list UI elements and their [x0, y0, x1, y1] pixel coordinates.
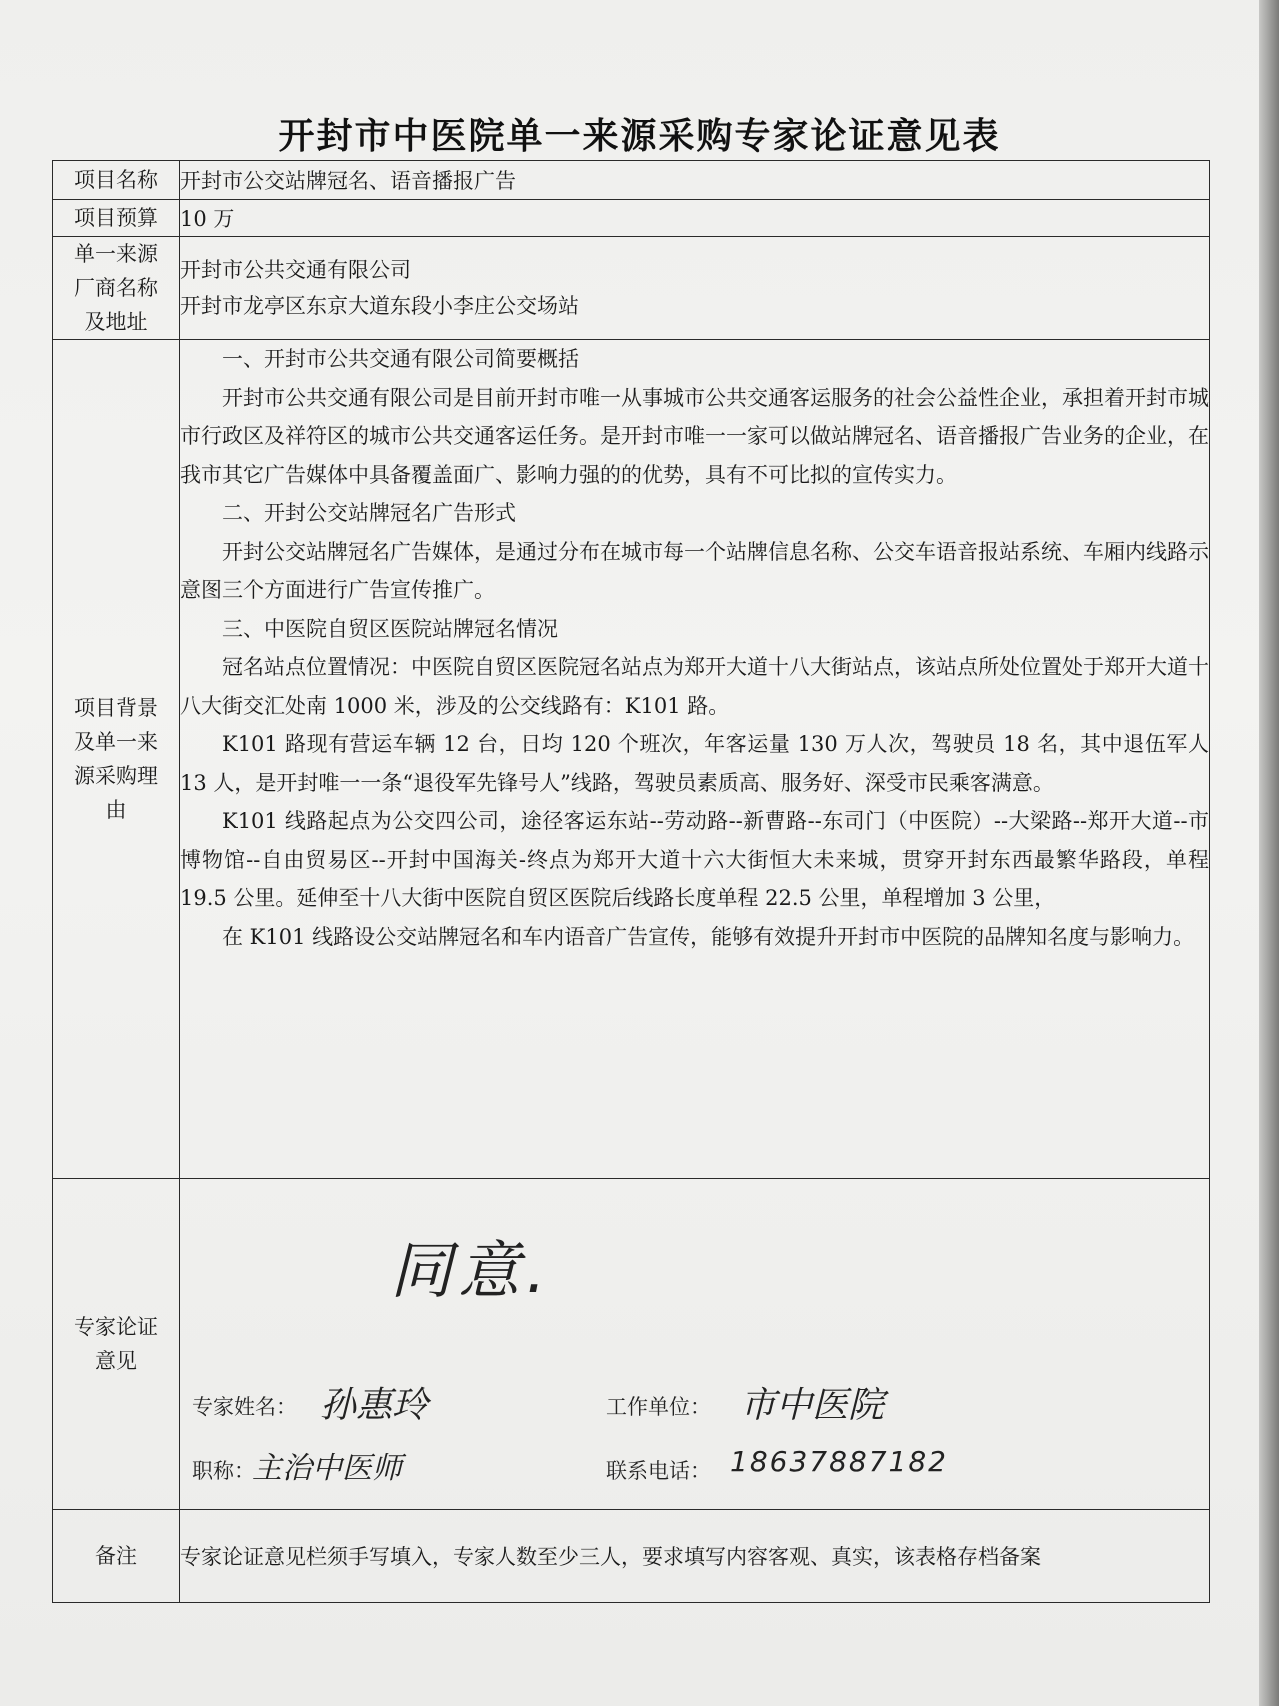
- expert-name-signature: 孙惠玲: [320, 1385, 429, 1426]
- background-label-line: 项目背景: [74, 696, 158, 720]
- project-name-value: 开封市公交站牌冠名、语音播报广告: [180, 161, 1210, 200]
- vendor-label-line: 厂商名称: [74, 276, 158, 300]
- title-handwritten: 主治中医师: [252, 1451, 402, 1486]
- opinion-label-line: 专家论证: [74, 1315, 158, 1339]
- opinion-row: [53, 1179, 1210, 1510]
- vendor-label-line: 及地址: [84, 310, 148, 334]
- vendor-address: 开封市龙亭区东京大道东段小李庄公交场站: [180, 294, 579, 318]
- paragraph: 在 K101 线路设公交站牌冠名和车内语音广告宣传，能够有效提升开封市中医院的品牌知名度与影响力。: [222, 924, 1195, 949]
- background-label: [53, 340, 180, 1179]
- section-heading: 二、开封公交站牌冠名广告形式: [222, 501, 516, 525]
- section-heading: 三、中医院自贸区医院站牌冠名情况: [222, 616, 558, 641]
- section-heading: 一、开封市公共交通有限公司简要概括: [222, 347, 579, 371]
- background-label-line: 由: [105, 798, 127, 822]
- vendor-row: [53, 237, 1210, 340]
- paragraph: 开封公交站牌冠名广告媒体，是通过分布在城市每一个站牌信息名称、公交车语音报站系统、车厢内线路示意图三个方面进行广告宣传推广。: [180, 539, 1209, 602]
- expert-name-label: 专家姓名：: [192, 1395, 297, 1419]
- work-unit-handwritten: 市中医院: [740, 1385, 885, 1426]
- opinion-cell: [180, 1179, 1210, 1510]
- work-unit-label: 工作单位：: [606, 1395, 711, 1419]
- opinion-label: [53, 1179, 180, 1510]
- project-name-row: [53, 161, 1210, 200]
- vendor-value: [180, 237, 1210, 340]
- page-title: 开封市中医院单一来源采购专家论证意见表: [278, 115, 1001, 157]
- project-budget-row: [53, 200, 1210, 237]
- background-label-line: 及单一来: [74, 730, 158, 754]
- project-budget-label: 项目预算: [53, 200, 180, 237]
- vendor-label: [53, 237, 180, 340]
- background-label-line: 源采购理: [74, 764, 158, 788]
- handwritten-opinion: 同意.: [390, 1234, 552, 1307]
- paragraph: 开封市公共交通有限公司是目前开封市唯一从事城市公共交通客运服务的社会公益性企业，承担着开封市城市行政区及祥符区的城市公共交通客运任务。是开封市唯一一家可以做站牌冠名、语音播报广告业务的企业，在我市其它广告媒体中具备覆盖面广、影响力强的的优势，具有不可比拟的宣传实力。: [180, 385, 1209, 487]
- vendor-label-line: 单一来源: [74, 242, 158, 266]
- paper-edge: [1259, 0, 1279, 1706]
- vendor-name: 开封市公共交通有限公司: [180, 258, 411, 282]
- note-text: 专家论证意见栏须手写填入，专家人数至少三人，要求填写内容客观、真实，该表格存档备案: [180, 1510, 1210, 1603]
- phone-label: 联系电话：: [606, 1459, 711, 1483]
- project-name-label: 项目名称: [53, 161, 180, 200]
- background-text: [180, 340, 1210, 1179]
- note-label: 备注: [53, 1510, 180, 1603]
- background-row: [53, 340, 1210, 1179]
- paragraph: K101 线路起点为公交四公司，途径客运东站--劳动路--新曹路--东司门（中医院）--大梁路--郑开大道--市博物馆--自由贸易区--开封中国海关-终点为郑开大道十六大街恒大未来城，贯穿开封东西最繁华路段，单程 19.5 公里。延伸至十八大街中医院自贸区医院后线路长度单程 22.5 公里，单程增加 3 公里，: [180, 809, 1209, 910]
- expert-opinion-form: [52, 160, 1210, 1603]
- paragraph: 冠名站点位置情况：中医院自贸区医院冠名站点为郑开大道十八大街站点，该站点所处位置处于郑开大道十八大街交汇处南 1000 米，涉及的公交线路有：K101 路。: [180, 655, 1209, 718]
- phone-handwritten: 18637887182: [730, 1445, 948, 1478]
- paragraph: K101 路现有营运车辆 12 台，日均 120 个班次，年客运量 130 万人次，驾驶员 18 名，其中退伍军人 13 人，是开封唯一一条“退役军先锋号人”线路，驾驶员素质高、服务好、深受市民乘客满意。: [180, 732, 1209, 795]
- project-budget-value: 10 万: [180, 200, 1210, 237]
- title-label: 职称：: [192, 1459, 255, 1483]
- note-row: [53, 1510, 1210, 1603]
- opinion-label-line: 意见: [95, 1349, 137, 1373]
